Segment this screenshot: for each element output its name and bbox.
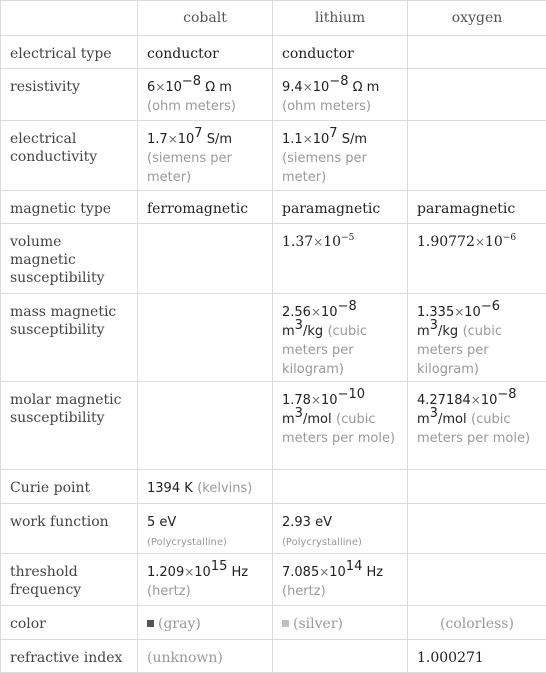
cell-value: ferromagnetic [138, 191, 273, 224]
row-label: threshold frequency [1, 554, 138, 606]
cell-value: (colorless) [408, 606, 546, 640]
cell-value: $1.209\times 10^{15}$ Hz (hertz) [138, 554, 273, 606]
cell-empty [408, 121, 546, 191]
table-row [1, 470, 546, 504]
cell-value: conductor [273, 36, 408, 69]
row-label: work function [1, 504, 138, 554]
header-row [1, 1, 546, 36]
table-row [1, 121, 546, 191]
cell-value: $9.4\times 10^{-8}$ Ω m (ohm meters) [273, 69, 408, 121]
cell-value: $1.78\times 10^{-10}$ $m^3$/mol (cubic meters per mole) [273, 382, 408, 470]
cell-value: (gray) [138, 606, 273, 640]
table-row [1, 294, 546, 382]
cell-value: $1.90772\times 10^{-6}$ [408, 224, 546, 294]
cell-value: $4.27184\times 10^{-8}$ $m^3$/mol (cubic meters per mole) [408, 382, 546, 470]
row-label: molar magnetic susceptibility [1, 382, 138, 470]
row-label: volume magnetic susceptibility [1, 224, 138, 294]
cell-empty [408, 69, 546, 121]
header-lithium: lithium [273, 1, 408, 36]
cell-empty [138, 294, 273, 382]
cell-value: 2.93 eV (Polycrystalline) [273, 504, 408, 554]
cell-value: (unknown) [138, 640, 273, 673]
table-row [1, 69, 546, 121]
cell-value: paramagnetic [408, 191, 546, 224]
header-oxygen: oxygen [408, 1, 546, 36]
cell-empty [408, 470, 546, 504]
cell-value: $1.7\times 10^7$ S/m (siemens per meter) [138, 121, 273, 191]
silver-swatch [282, 620, 289, 627]
cell-value: conductor [138, 36, 273, 69]
cell-empty [138, 224, 273, 294]
cell-empty [273, 470, 408, 504]
table-row [1, 554, 546, 606]
row-label: magnetic type [1, 191, 138, 224]
cell-empty [408, 504, 546, 554]
row-label: color [1, 606, 138, 640]
row-label: electrical conductivity [1, 121, 138, 191]
cell-value: (silver) [273, 606, 408, 640]
cell-empty [273, 640, 408, 673]
table-row [1, 36, 546, 69]
cell-value: $6\times 10^{-8}$ Ω m (ohm meters) [138, 69, 273, 121]
header-corner [1, 1, 138, 36]
cell-value: $1.335\times 10^{-6}$ $m^3/kg$ (cubic meters per kilogram) [408, 294, 546, 382]
table-row [1, 382, 546, 470]
table-row [1, 224, 546, 294]
gray-swatch [147, 620, 154, 627]
table-row [1, 640, 546, 673]
cell-empty [408, 36, 546, 69]
header-cobalt: cobalt [138, 1, 273, 36]
cell-value: 1.000271 [408, 640, 546, 673]
row-label: electrical type [1, 36, 138, 69]
cell-empty [408, 554, 546, 606]
cell-value: $1.1\times 10^7$ S/m (siemens per meter) [273, 121, 408, 191]
cell-value: $1.37\times 10^{-5}$ [273, 224, 408, 294]
table-row [1, 191, 546, 224]
row-label: mass magnetic susceptibility [1, 294, 138, 382]
cell-value: $7.085\times 10^{14}$ Hz (hertz) [273, 554, 408, 606]
cell-empty [138, 382, 273, 470]
cell-value: 1394 K (kelvins) [138, 470, 273, 504]
cell-value: 5 eV (Polycrystalline) [138, 504, 273, 554]
table-row [1, 606, 546, 640]
cell-value: $2.56\times 10^{-8}$ $m^3/kg$ (cubic meters per kilogram) [273, 294, 408, 382]
table-row [1, 504, 546, 554]
cell-value: paramagnetic [273, 191, 408, 224]
row-label: resistivity [1, 69, 138, 121]
row-label: Curie point [1, 470, 138, 504]
row-label: refractive index [1, 640, 138, 673]
